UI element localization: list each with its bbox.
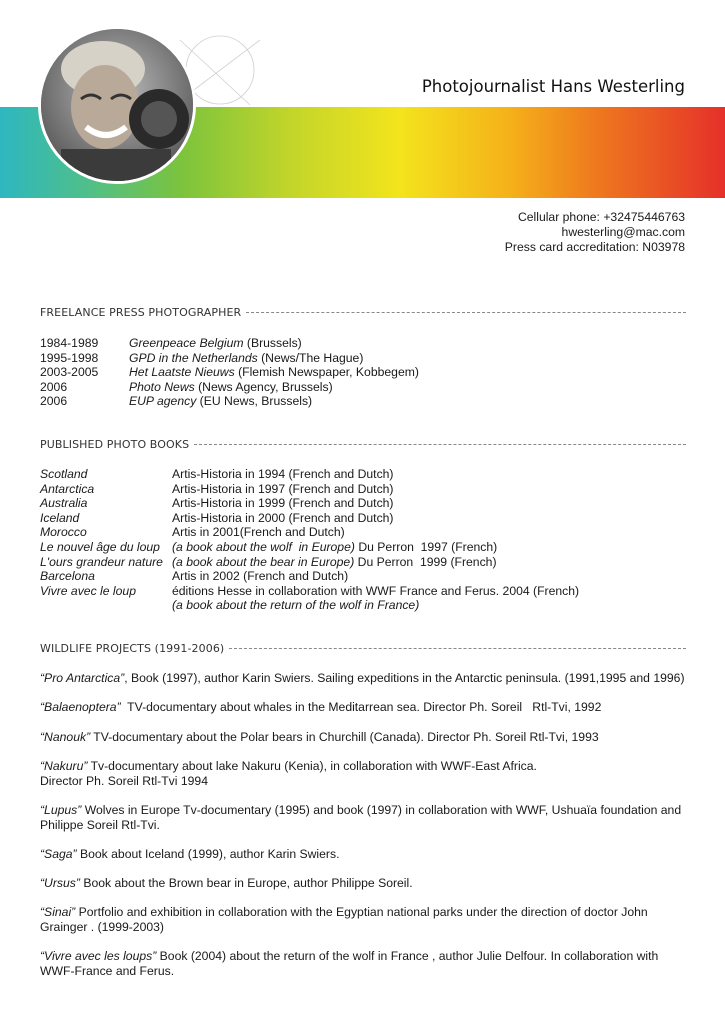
project-item — [40, 876, 690, 891]
book-row — [40, 598, 579, 613]
employer: Het Laatste Nieuws — [129, 365, 235, 380]
dashed-divider — [194, 444, 686, 445]
book-note: (a book about the bear in Europe) — [172, 554, 355, 569]
book-title: Morocco — [40, 525, 87, 540]
employer: Greenpeace Belgium — [129, 336, 244, 350]
project-description: Tv-documentary about lake Nakuru (Kenia), in collaboration with WWF-East Africa. Director Ph. Soreil Rtl-Tvi 1994 — [40, 759, 537, 788]
employer-detail: (EU News, Brussels) — [196, 394, 313, 409]
project-description: Book about the Brown bear in Europe, author Philippe Soreil. — [79, 876, 413, 890]
book-publisher: Artis-Historia in 1999 (French and Dutch) — [172, 496, 394, 511]
book-title: Antarctica — [40, 481, 95, 496]
employer-detail: (News/The Hague) — [257, 350, 364, 365]
project-description: TV-documentary about whales in the Meditarrean sea. Director Ph. Soreil Rtl-Tvi, 1992 — [120, 700, 602, 714]
employer: EUP agency — [129, 394, 197, 409]
contact-press-card: Press card accreditation: N03978 — [504, 240, 685, 254]
project-item — [40, 847, 690, 862]
section-heading-wildlife — [40, 642, 686, 655]
book-row — [40, 584, 579, 599]
book-publisher: Artis-Historia in 1994 (French and Dutch) — [172, 467, 394, 481]
section-heading-text: WILDLIFE PROJECTS (1991-2006) — [40, 642, 225, 655]
freelance-row — [40, 351, 419, 366]
freelance-row — [40, 380, 419, 395]
book-title: Vivre avec le loup — [40, 583, 136, 598]
project-item — [40, 803, 690, 833]
project-title: “Saga” — [40, 847, 77, 861]
project-item — [40, 759, 690, 789]
book-publisher: Artis in 2002 (French and Dutch) — [172, 569, 349, 584]
project-item — [40, 671, 690, 686]
book-title: Scotland — [40, 467, 88, 481]
project-title: “Nakuru” — [40, 759, 88, 773]
contact-phone: Cellular phone: +32475446763 — [517, 210, 685, 224]
book-row — [40, 467, 579, 482]
section-heading-text: PUBLISHED PHOTO BOOKS — [40, 438, 190, 451]
book-row — [40, 496, 579, 511]
book-note: (a book about the return of the wolf in France) — [172, 598, 420, 613]
portrait-photo — [38, 26, 196, 184]
freelance-list — [40, 336, 419, 409]
page-title: Photojournalist Hans Westerling — [421, 77, 685, 96]
years: 1984-1989 — [40, 336, 99, 350]
book-publisher: Du Perron 1999 (French) — [354, 554, 497, 569]
book-row — [40, 511, 579, 526]
section-heading-freelance — [40, 306, 686, 319]
project-title: “Lupus” — [40, 803, 82, 817]
project-item — [40, 730, 690, 745]
employer-detail: (Flemish Newspaper, Kobbegem) — [234, 365, 419, 380]
book-row — [40, 569, 579, 584]
project-title: “Ursus” — [40, 876, 80, 890]
project-item — [40, 700, 690, 715]
section-heading-books — [40, 438, 686, 451]
book-title: Barcelona — [40, 569, 95, 584]
section-heading-text: FREELANCE PRESS PHOTOGRAPHER — [40, 306, 242, 319]
project-title: “Balaenoptera” — [40, 700, 121, 714]
years: 2006 — [40, 379, 68, 394]
project-title: “Nanouk” — [40, 730, 91, 744]
dashed-divider — [229, 648, 686, 649]
employer-detail: (Brussels) — [243, 336, 302, 350]
project-description: TV-documentary about the Polar bears in Churchill (Canada). Director Ph. Soreil Rtl-Tvi, 1993 — [90, 730, 599, 744]
employer: GPD in the Netherlands — [129, 350, 258, 365]
contact-email[interactable]: hwesterling@mac.com — [561, 225, 685, 239]
book-publisher: Artis in 2001(French and Dutch) — [172, 525, 345, 540]
project-title: “Sinai” — [40, 905, 76, 919]
book-publisher: éditions Hesse in collaboration with WWF France and Ferus. 2004 (French) — [172, 583, 580, 598]
freelance-row — [40, 394, 419, 409]
book-publisher: Artis-Historia in 1997 (French and Dutch) — [172, 481, 394, 496]
book-publisher: Artis-Historia in 2000 (French and Dutch) — [172, 510, 394, 525]
project-description: Portfolio and exhibition in collaboration with the Egyptian national parks under the direction of doctor John Grainger . (1999-2003) — [40, 905, 648, 934]
project-item — [40, 905, 690, 935]
years: 2006 — [40, 394, 68, 409]
project-description: Book about Iceland (1999), author Karin Swiers. — [76, 847, 340, 861]
employer-detail: (News Agency, Brussels) — [194, 379, 333, 394]
book-row — [40, 555, 579, 570]
project-title: “Pro Antarctica” — [40, 671, 125, 685]
book-row — [40, 540, 579, 555]
book-title: Le nouvel âge du loup — [40, 539, 160, 554]
project-description: Book (2004) about the return of the wolf in France , author Julie Delfour. In collaboration with WWF-France and Ferus. — [40, 949, 659, 978]
books-list — [40, 467, 579, 613]
book-row — [40, 482, 579, 497]
contact-block — [505, 210, 685, 255]
book-title: Iceland — [40, 510, 80, 525]
employer: Photo News — [129, 379, 195, 394]
book-row — [40, 525, 579, 540]
years: 2003-2005 — [40, 365, 99, 380]
dashed-divider — [246, 312, 686, 313]
project-description: , Book (1997), author Karin Swiers. Sailing expeditions in the Antarctic peninsula. (1991,1995 and 1996) — [124, 671, 685, 685]
book-title — [40, 598, 172, 613]
freelance-row — [40, 365, 419, 380]
book-title: L'ours grandeur nature — [40, 554, 163, 569]
project-title: “Vivre avec les loups” — [40, 949, 157, 963]
book-note: (a book about the wolf in Europe) — [172, 539, 355, 554]
years: 1995-1998 — [40, 350, 99, 365]
book-title: Australia — [40, 496, 88, 511]
project-item — [40, 949, 690, 979]
book-publisher: Du Perron 1997 (French) — [354, 539, 498, 554]
project-description: Wolves in Europe Tv-documentary (1995) and book (1997) in collaboration with WWF, Ushuaïa foundation and Philippe Soreil Rtl-Tvi. — [40, 803, 682, 832]
freelance-row — [40, 336, 419, 351]
